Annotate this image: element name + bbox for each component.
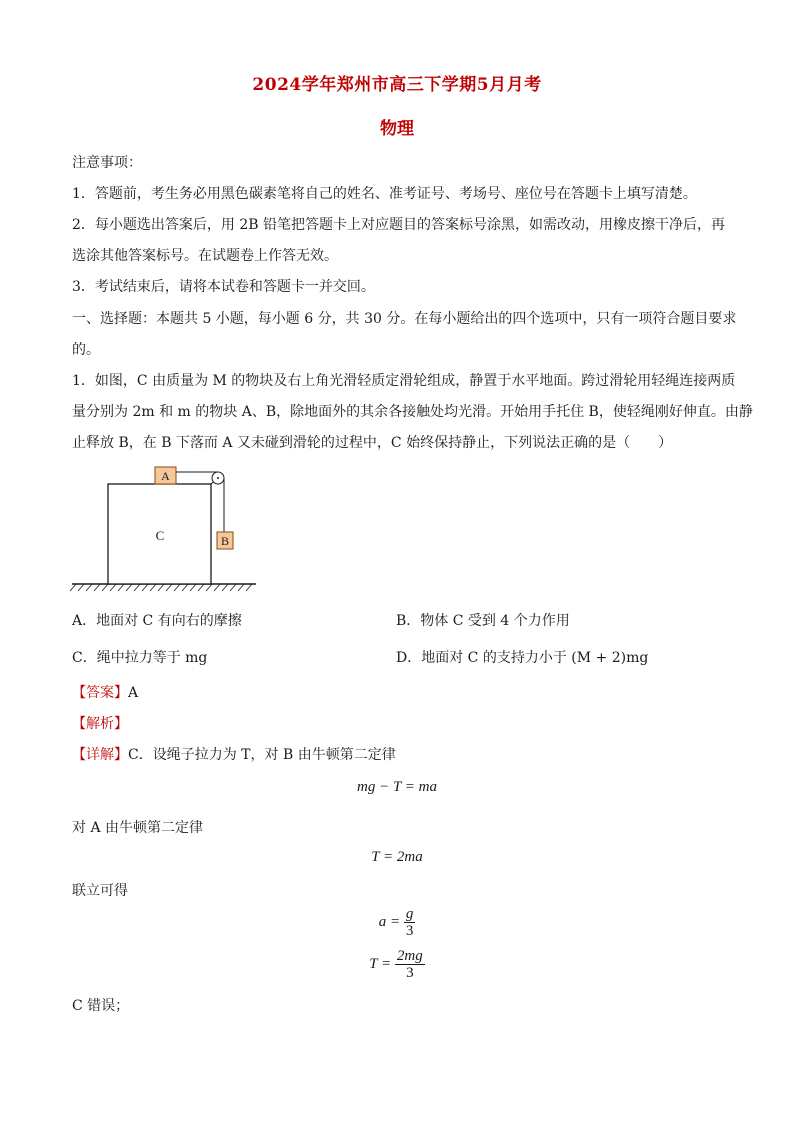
block-a-label: A — [161, 469, 170, 483]
answer-line — [72, 682, 138, 702]
document-title: 2024学年郑州市高三下学期5月月考 — [252, 75, 542, 95]
section-heading-line-1: 一、选择题：本题共 5 小题，每小题 6 分，共 30 分。在每小题给出的四个选项中，只有一项符合题目要求 — [72, 311, 737, 327]
equation-4-numerator: 2mg — [396, 948, 423, 964]
block-b-label: B — [220, 534, 230, 548]
question-1-line-3: 止释放 B，在 B 下落而 A 又未碰到滑轮的过程中，C 始终保持静止，下列说法正确的是（ ） — [72, 435, 673, 451]
pulley-diagram — [70, 462, 260, 592]
equation-2: T = 2ma — [371, 849, 423, 865]
notice-item-1: 1．答题前，考生务必用黑色碳素笔将自己的姓名、准考证号、考场号、座位号在答题卡上填写清楚。 — [72, 186, 697, 202]
option-c: C．绳中拉力等于 mg — [72, 650, 208, 666]
equation-4-fraction — [395, 948, 425, 981]
block-c-label: C — [155, 528, 165, 543]
equation-3-lhs: a = — [378, 914, 401, 930]
notice-item-3: 3．考试结束后，请将本试卷和答题卡一并交回。 — [72, 279, 375, 295]
option-d: D．地面对 C 的支持力小于 (M + 2)mg — [396, 650, 649, 666]
question-1-line-2: 量分别为 2m 和 m 的物块 A、B，除地面外的其余各接触处均光滑。开始用手托住 B，使轻绳刚好伸直。由静 — [72, 404, 753, 420]
notice-item-2-line-2: 选涂其他答案标号。在试题卷上作答无效。 — [72, 248, 338, 264]
answer-label: 【答案】 — [72, 685, 128, 701]
detail-text: C．设绳子拉力为 T，对 B 由牛顿第二定律 — [128, 747, 396, 763]
equation-3 — [0, 906, 794, 939]
section-heading-line-2: 的。 — [72, 342, 100, 358]
document-subtitle: 物理 — [380, 119, 414, 139]
notice-heading: 注意事项： — [72, 155, 142, 171]
notice-item-2-line-1: 2．每小题选出答案后，用 2B 铅笔把答题卡上对应题目的答案标号涂黑，如需改动，用橡皮擦干净后，再 — [72, 217, 726, 233]
equation-3-numerator: g — [405, 906, 414, 922]
ground-hatching — [70, 584, 252, 591]
conclusion: C 错误； — [72, 998, 130, 1014]
equation-4-lhs: T = — [369, 956, 392, 972]
detail-line — [72, 744, 396, 764]
detail-label: 【详解】 — [72, 747, 128, 763]
analysis-label: 【解析】 — [72, 716, 128, 732]
equation-3-fraction — [404, 906, 416, 939]
text-combine: 联立可得 — [72, 883, 128, 899]
option-b: B．物体 C 受到 4 个力作用 — [396, 613, 570, 629]
text-a-newton: 对 A 由牛顿第二定律 — [72, 820, 204, 836]
answer-value: A — [128, 685, 139, 701]
option-a: A．地面对 C 有向右的摩擦 — [72, 613, 242, 629]
equation-4-denominator: 3 — [406, 965, 414, 981]
equation-1: mg − T = ma — [357, 779, 437, 795]
analysis-line — [72, 713, 128, 733]
equation-4 — [0, 948, 794, 981]
question-1-line-1: 1．如图，C 由质量为 M 的物块及右上角光滑轻质定滑轮组成，静置于水平地面。跨过滑轮用轻绳连接两质 — [72, 373, 736, 389]
equation-3-denominator: 3 — [405, 923, 414, 939]
